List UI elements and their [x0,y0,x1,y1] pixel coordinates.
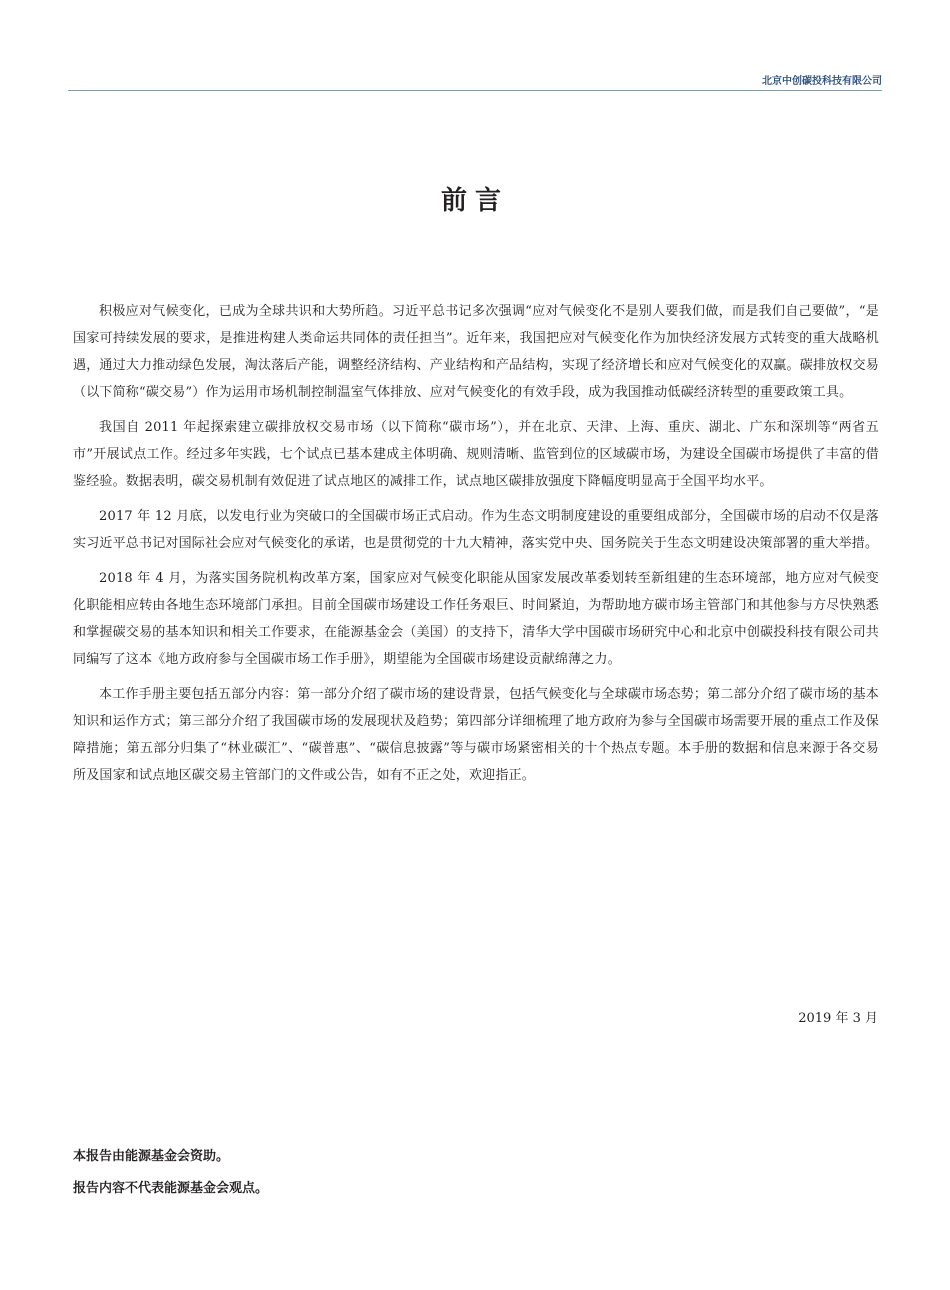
paragraph: 我国自 2011 年起探索建立碳排放权交易市场（以下简称“碳市场”），并在北京、天津、上海、重庆、湖北、广东和深圳等“两省五市”开展试点工作。经过多年实践，七个试点已基本建成主体明确、规则清晰、监管到位的区域碳市场，为建设全国碳市场提供了丰富的借鉴经验。数据表明，碳交易机制有效促进了试点地区的减排工作，试点地区碳排放强度下降幅度明显高于全国平均水平。 [73,420,879,489]
disclaimer-note: 报告内容不代表能源基金会观点。 [73,1181,269,1196]
page-title: 前言 [440,186,509,216]
publication-date: 2019 年 3 月 [798,1011,878,1026]
funding-notes [73,1141,268,1205]
company-name: 北京中创碳投科技有限公司 [762,76,882,87]
paragraph: 2017 年 12 月底，以发电行业为突破口的全国碳市场正式启动。作为生态文明制度建设的重要组成部分，全国碳市场的启动不仅是落实习近平总书记对国际社会应对气候变化的承诺，也是贯彻党的十九大精神，落实党中央、国务院关于生态文明建设决策部署的重大举措。 [73,509,879,551]
paragraph: 2018 年 4 月，为落实国务院机构改革方案，国家应对气候变化职能从国家发展改革委划转至新组建的生态环境部，地方应对气候变化职能相应转由各地生态环境部门承担。目前全国碳市场建设工作任务艰巨、时间紧迫，为帮助地方碳市场主管部门和其他参与方尽快熟悉和掌握碳交易的基本知识和相关工作要求，在能源基金会（美国）的支持下，清华大学中国碳市场研究中心和北京中创碳投科技有限公司共同编写了这本《地方政府参与全国碳市场工作手册》，期望能为全国碳市场建设贡献绵薄之力。 [73,571,879,667]
paragraph: 本工作手册主要包括五部分内容：第一部分介绍了碳市场的建设背景，包括气候变化与全球碳市场态势；第二部分介绍了碳市场的基本知识和运作方式；第三部分介绍了我国碳市场的发展现状及趋势；第四部分详细梳理了地方政府为参与全国碳市场需要开展的重点工作及保障措施；第五部分归集了“林业碳汇”、“碳普惠”、“碳信息披露”等与碳市场紧密相关的十个热点专题。本手册的数据和信息来源于各交易所及国家和试点地区碳交易主管部门的文件或公告，如有不正之处，欢迎指正。 [73,687,879,783]
preface-body [73,298,879,797]
page-header [68,70,882,91]
funding-note: 本报告由能源基金会资助。 [73,1149,230,1164]
paragraph: 积极应对气候变化，已成为全球共识和大势所趋。习近平总书记多次强调“应对气候变化不是别人要我们做，而是我们自己要做”，“是国家可持续发展的要求，是推进构建人类命运共同体的责任担当”。近年来，我国把应对气候变化作为加快经济发展方式转变的重大战略机遇，通过大力推动绿色发展，淘汰落后产能，调整经济结构、产业结构和产品结构，实现了经济增长和应对气候变化的双赢。碳排放权交易（以下简称“碳交易”）作为运用市场机制控制温室气体排放、应对气候变化的有效手段，成为我国推动低碳经济转型的重要政策工具。 [73,304,879,400]
